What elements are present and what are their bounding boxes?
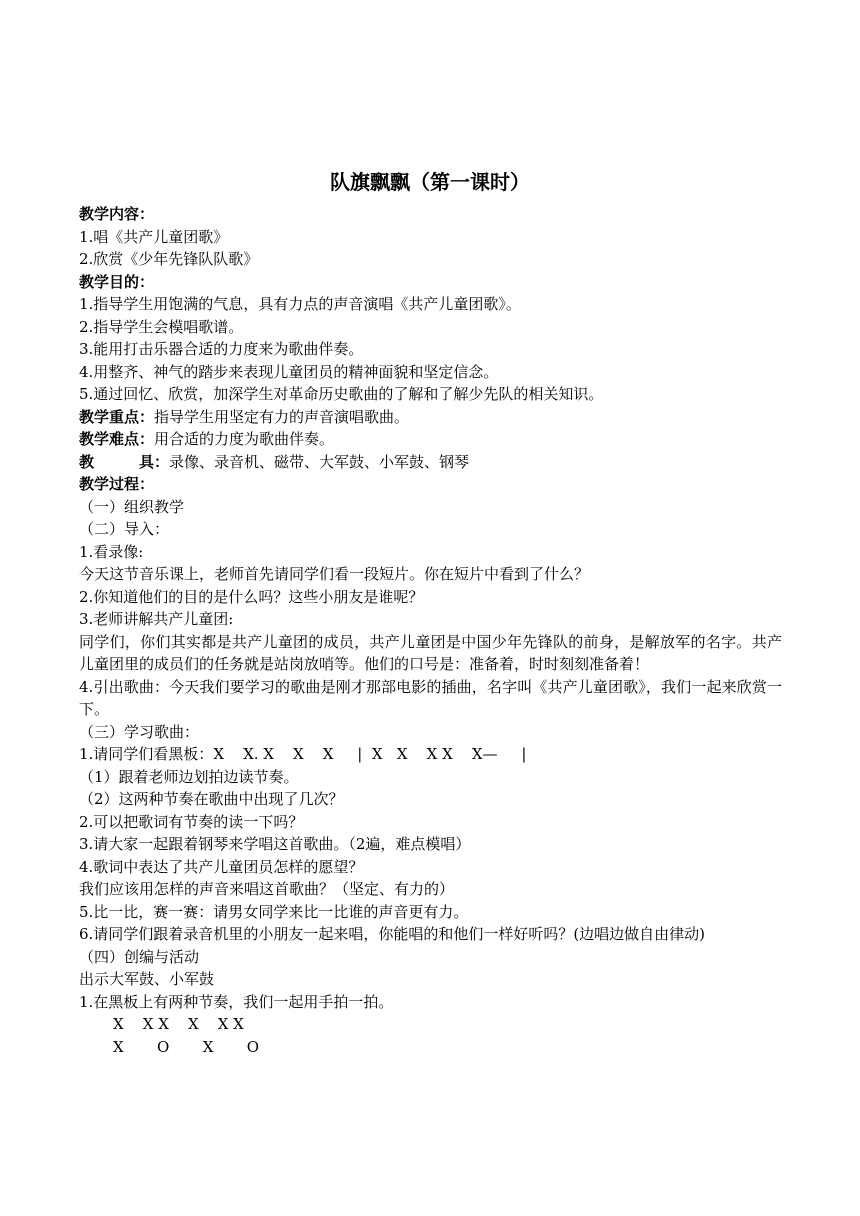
- rhythm-prefix: 1.请同学们看黑板：: [79, 745, 214, 763]
- learn-line: 2.可以把歌词有节奏的读一下吗？: [79, 812, 304, 831]
- learn-line: 4.歌词中表达了共产儿童团员怎样的愿望？: [79, 857, 364, 876]
- goal-item: 1.指导学生用饱满的气息，具有力点的声音演唱《共产儿童团歌》。: [79, 295, 521, 313]
- key-point-text: 指导学生用坚定有力的声音演唱歌曲。: [154, 407, 410, 426]
- key-point-label: 教学重点：: [79, 407, 155, 426]
- create-line: 1.在黑板上有两种节奏，我们一起用手拍一拍。: [79, 992, 394, 1011]
- learn-heading: （三）学习歌曲：: [79, 722, 200, 741]
- content-item: 1.唱《共产儿童团歌》: [79, 227, 229, 246]
- learn-line: 我们应该用怎样的声音来唱这首歌曲？（坚定、有力的）: [79, 880, 455, 898]
- process-line: （一）组织教学: [79, 497, 185, 516]
- rhythm-pattern: X X. X X X | X X X X X— |: [213, 745, 527, 763]
- goal-item: 3.能用打击乐器合适的力度来为歌曲伴奏。: [79, 340, 364, 358]
- difficulty-label: 教学难点：: [79, 430, 155, 448]
- process-line: 3.老师讲解共产儿童团:: [79, 610, 234, 628]
- learn-line: 5.比一比，赛一赛：请男女同学来比一比谁的声音更有力。: [79, 902, 469, 921]
- tools-line: [79, 451, 782, 474]
- difficulty-text: 用合适的力度为歌曲伴奏。: [154, 430, 335, 448]
- goal-item: 2.指导学生会模唱歌谱。: [79, 317, 244, 336]
- process-line: 2.你知道他们的目的是什么吗？这些小朋友是谁呢？: [79, 587, 424, 606]
- paragraph: 4.引出歌曲：今天我们要学习的歌曲是刚才那部电影的插曲，名字叫《共产儿童团歌》，我们一起来欣赏一下。: [79, 677, 782, 718]
- goals-heading: 教学目的：: [79, 272, 155, 291]
- tools-text: 录像、录音机、磁带、大军鼓、小军鼓、钢琴: [169, 452, 470, 471]
- process-heading: 教学过程：: [79, 475, 155, 493]
- tools-label: 教 具：: [79, 452, 170, 471]
- content-heading: 教学内容：: [79, 205, 155, 223]
- content-item: 2.欣赏《少年先锋队队歌》: [79, 250, 259, 268]
- rhythm-line: [79, 743, 782, 766]
- page-title: 队旗飘飘（第一课时）: [330, 170, 530, 194]
- paragraph: 同学们，你们其实都是共产儿童团的成员，共产儿童团是中国少年先锋队的前身，是解放军的名字。共产儿童团里的成员们的任务就是站岗放哨等。他们的口号是：准备着，时时刻刻准备着！: [79, 632, 782, 673]
- process-line: 今天这节音乐课上，老师首先请同学们看一段短片。你在短片中看到了什么？: [79, 565, 590, 583]
- key-point-line: [79, 406, 782, 429]
- rhythm-row: X O X O: [113, 1037, 260, 1056]
- create-line: 出示大军鼓、小军鼓: [79, 970, 215, 988]
- learn-line: 3.请大家一起跟着钢琴来学唱这首歌曲。（2遍，难点模唱）: [79, 835, 471, 853]
- paragraph: 6.请同学们跟着录音机里的小朋友一起来唱，你能唱的和他们一样好听吗？(边唱边做自由律动): [79, 925, 706, 943]
- document-body: [79, 203, 782, 1058]
- rhythm-row: X X X X X X: [113, 1015, 244, 1033]
- process-line: （二）导入：: [79, 520, 170, 538]
- difficulty-line: [79, 428, 782, 451]
- learn-line: （1）跟着老师边划拍边读节奏。: [79, 767, 299, 786]
- learn-line: （2）这两种节奏在歌曲中出现了几次？: [79, 790, 344, 808]
- goal-item: 4.用整齐、神气的踏步来表现儿童团员的精神面貌和坚定信念。: [79, 362, 499, 381]
- goal-item: 5.通过回忆、欣赏，加深学生对革命历史歌曲的了解和了解少先队的相关知识。: [79, 385, 604, 403]
- create-line: （四）创编与活动: [79, 947, 200, 966]
- process-line: 1.看录像:: [79, 542, 144, 561]
